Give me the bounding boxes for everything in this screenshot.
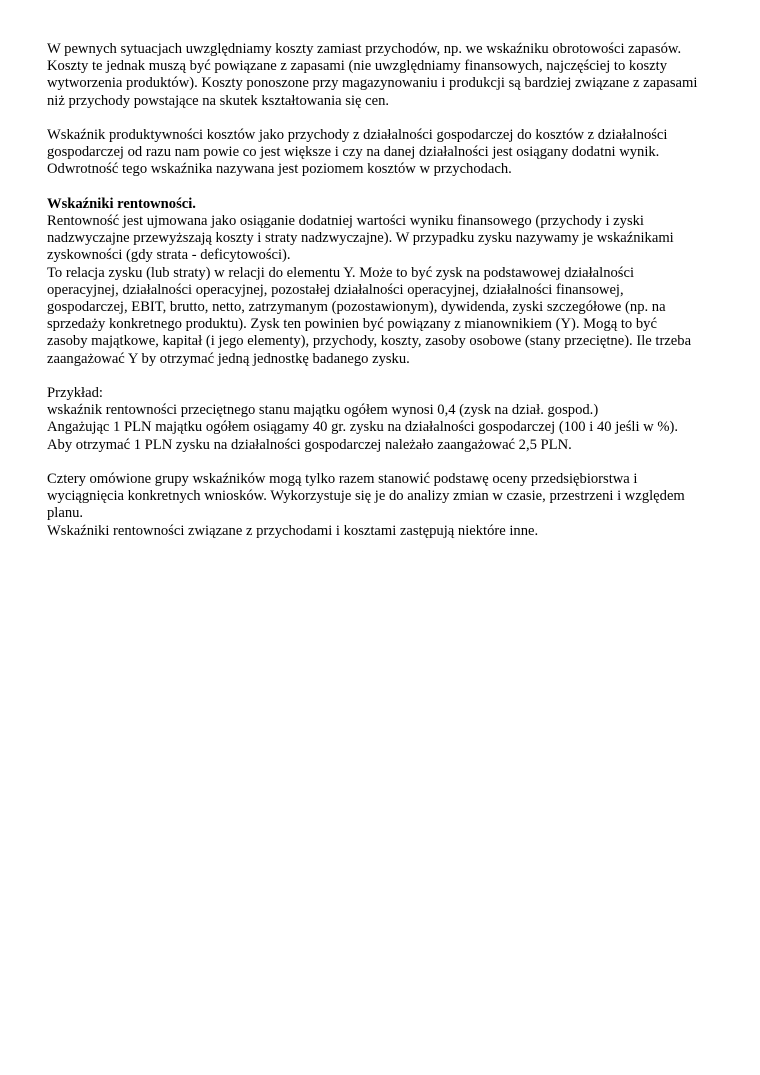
text-line: planu. [47, 505, 84, 522]
text-line: Wskaźniki rentowności związane z przychodami i kosztami zastępują niektóre inne. [47, 522, 539, 539]
text-line: Aby otrzymać 1 PLN zysku na działalności gospodarczej należało zaangażować 2,5 PLN. [47, 436, 572, 453]
text-line: Koszty te jednak muszą być powiązane z zapasami (nie uwzględniamy finansowych, najczęściej to koszty [47, 58, 668, 75]
text-line: gospodarczej od razu nam powie co jest większe i czy na danej działalności jest osiągany dodatni wynik. [47, 144, 660, 161]
text-line: Wskaźnik produktywności kosztów jako przychody z działalności gospodarczej do kosztów z działalności [47, 127, 668, 143]
text-line: wytworzenia produktów). Koszty ponoszone przy magazynowaniu i produkcji są bardziej związane z zapasami [47, 75, 698, 92]
text-line: Cztery omówione grupy wskaźników mogą tylko razem stanowić podstawę oceny przedsiębiorstwa i [47, 471, 638, 488]
paragraph-inventory-costs [47, 41, 727, 110]
text-line: Angażując 1 PLN majątku ogółem osiągamy 40 gr. zysku na działalności gospodarczej (100 i 40 jeśli w %). [47, 419, 679, 436]
text-line: niż przychody powstające na skutek kształtowania się cen. [47, 92, 390, 109]
section-profitability [47, 196, 727, 368]
text-line: nadzwyczajne przewyższają koszty i straty nadzwyczajne). W przypadku zysku nazywamy je wskaźnikami [47, 230, 674, 247]
text-line: To relacja zysku (lub straty) w relacji do elementu Y. Może to być zysk na podstawowej działalności [47, 264, 635, 281]
text-line: sprzedaży konkretnego produktu). Zysk ten powinien być powiązany z mianownikiem (Y). Mogą to być [47, 316, 657, 333]
text-line: operacyjnej, działalności operacyjnej, pozostałej działalności operacyjnej, działalności finansowej, [47, 281, 624, 298]
text-line: gospodarczej, EBIT, brutto, netto, zatrzymanym (pozostawionym), dywidenda, zyski szczegółowe (np. na [47, 299, 666, 316]
text-line: zyskowności (gdy strata - deficytowości). [47, 247, 291, 264]
paragraph-example [47, 385, 727, 454]
text-line: Odwrotność tego wskaźnika nazywana jest poziomem kosztów w przychodach. [47, 161, 512, 178]
section-heading: Wskaźniki rentowności. [47, 195, 196, 212]
text-line: zaangażować Y by otrzymać jedną jednostkę badanego zysku. [47, 350, 410, 367]
text-line: W pewnych sytuacjach uwzględniamy koszty zamiast przychodów, np. we wskaźniku obrotowości zapasów. [47, 41, 682, 57]
paragraph-cost-productivity [47, 127, 727, 179]
text-line: Przykład: [47, 385, 103, 402]
paragraph-conclusion [47, 471, 727, 540]
text-line: wyciągnięcia konkretnych wniosków. Wykorzystuje się je do analizy zmian w czasie, przestrzeni i względem [47, 488, 685, 505]
text-line: zasoby majątkowe, kapitał (i jego elementy), przychody, koszty, zasoby osobowe (stany przeciętne). Ile trzeba [47, 333, 692, 350]
text-line: wskaźnik rentowności przeciętnego stanu majątku ogółem wynosi 0,4 (zysk na dział. gospod.) [47, 402, 599, 419]
text-line: Rentowność jest ujmowana jako osiąganie dodatniej wartości wyniku finansowego (przychody i zyski [47, 213, 644, 229]
document-page [47, 41, 727, 557]
